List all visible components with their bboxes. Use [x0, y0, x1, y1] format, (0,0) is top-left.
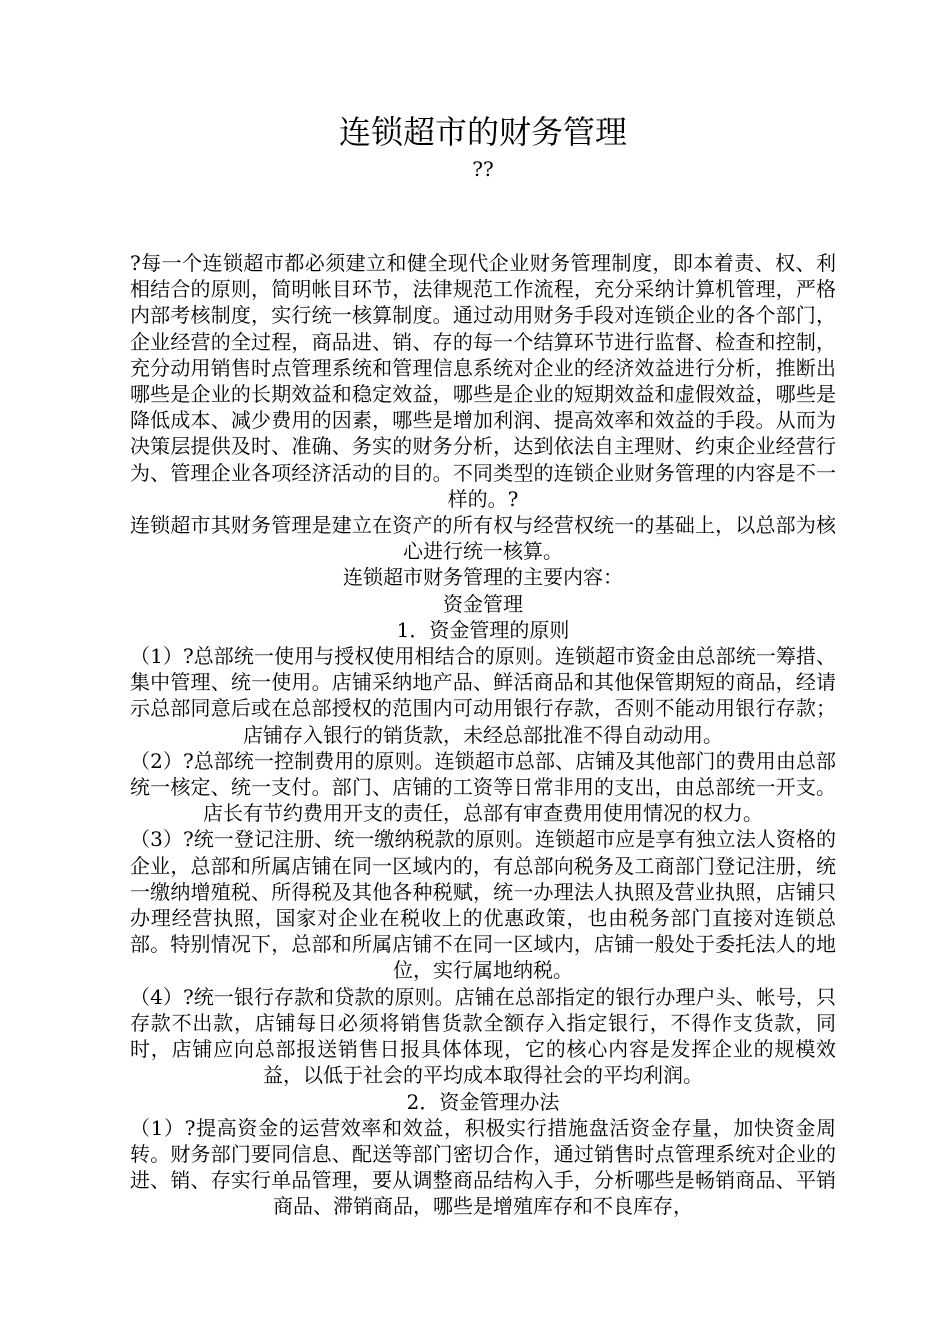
method-paragraph: （1）?提高资金的运营效率和效益，积极实行措施盘活资金存量，加快资金周转。财务部门要同信息、配送等部门密切合作，通过销售时点管理系统对企业的进、销、存实行单品管理，要从调整商品结构入手，分析哪些是畅销商品、平销商品、滞销商品，哪些是增殖库存和不良库存，	[130, 1115, 836, 1219]
principle-paragraph: （1）?总部统一使用与授权使用相结合的原则。连锁超市资金由总部统一筹措、集中管理、统一使用。店铺采纳地产品、鲜活商品和其他保管期短的商品，经请示总部同意后或在总部授权的范围内可动用银行存款，否则不能动用银行存款；店铺存入银行的销货款，未经总部批准不得自动动用。	[130, 644, 836, 747]
principle-paragraph: （2）?总部统一控制费用的原则。连锁超市总部、店铺及其他部门的费用由总部统一核定、统一支付。部门、店铺的工资等日常非用的支出，由总部统一开支。店长有节约费用开支的责任，总部有审查费用使用情况的权力。	[130, 748, 836, 826]
document-subtitle: ??	[472, 157, 494, 181]
subsection-heading: 2．资金管理办法	[406, 1089, 560, 1114]
subsection-heading: 1．资金管理的原则	[396, 617, 570, 642]
section-intro: 连锁超市财务管理的主要内容：	[343, 565, 623, 590]
section-heading: 资金管理	[443, 591, 523, 616]
principle-paragraph: （4）?统一银行存款和贷款的原则。店铺在总部指定的银行办理户头、帐号，只存款不出款，店铺每日必须将销售货款全额存入指定银行，不得作支货款，同时，店铺应向总部报送销售日报具体体现，它的核心内容是发挥企业的规模效益，以低于社会的平均成本取得社会的平均利润。	[130, 984, 836, 1088]
document-page	[130, 110, 836, 1220]
summary-paragraph: 连锁超市其财务管理是建立在资产的所有权与经营权统一的基础上，以总部为核心进行统一核算。	[130, 513, 836, 564]
document-title: 连锁超市的财务管理	[338, 113, 627, 151]
principle-paragraph: （3）?统一登记注册、统一缴纳税款的原则。连锁超市应是享有独立法人资格的企业，总部和所属店铺在同一区域内的，有总部向税务及工商部门登记注册，统一缴纳增殖税、所得税及其他各种税赋，统一办理法人执照及营业执照，店铺只办理经营执照，国家对企业在税收上的优惠政策，也由税务部门直接对连锁总部。特别情况下，总部和所属店铺不在同一区域内，店铺一般处于委托法人的地位，实行属地纳税。	[130, 827, 836, 983]
intro-paragraph: ?每一个连锁超市都必须建立和健全现代企业财务管理制度，即本着责、权、利相结合的原则，简明帐目环节，法律规范工作流程，充分采纳计算机管理，严格内部考核制度，实行统一核算制度。通过动用财务手段对连锁企业的各个部门，企业经营的全过程，商品进、销、存的每一个结算环节进行监督、检查和控制，充分动用销售时点管理系统和管理信息系统对企业的经济效益进行分析，推断出哪些是企业的长期效益和稳定效益，哪些是企业的短期效益和虚假效益，哪些是降低成本、减少费用的因素，哪些是增加利润、提高效率和效益的手段。从而为决策层提供及时、准确、务实的财务分析，达到依法自主理财、约束企业经营行为、管理企业各项经济活动的目的。不同类型的连锁企业财务管理的内容是不一样的。?	[130, 251, 836, 511]
